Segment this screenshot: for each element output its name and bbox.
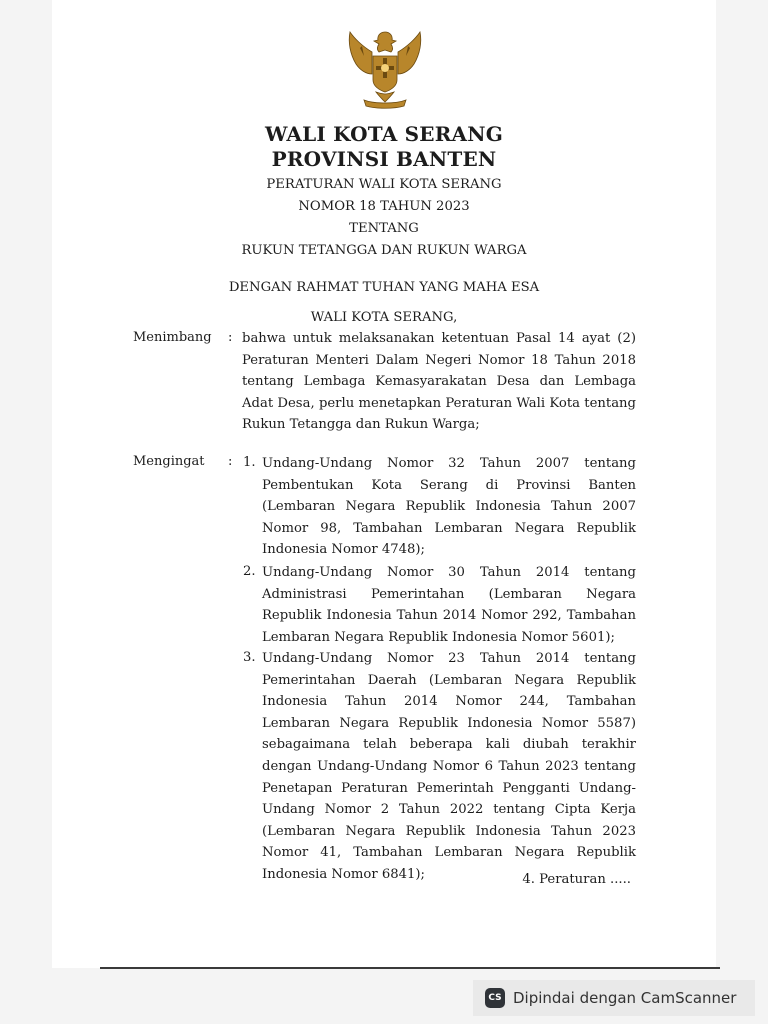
mengingat-item-2-number: 2.: [243, 564, 256, 579]
preamble-line-2: WALI KOTA SERANG,: [310, 310, 458, 325]
mengingat-item-2-text: Undang-Undang Nomor 30 Tahun 2014 tentang Administrasi Pemerintahan (Lembaran Negara Republik Indonesia Tahun 2014 Nomor 292, Tambahan Lembaran Negara Republik Indonesia Nomor 5601);: [262, 565, 636, 645]
mengingat-item-1-text: Undang-Undang Nomor 32 Tahun 2007 tentang Pembentukan Kota Serang di Provinsi Banten (Lembaran Negara Republik Indonesia Tahun 2007 Nomor 98, Tambahan Lembaran Negara Republik Indonesia Nomor 4748);: [262, 456, 636, 558]
regulation-subject: RUKUN TETANGGA DAN RUKUN WARGA: [241, 243, 527, 258]
regulation-about: TENTANG: [349, 221, 419, 236]
menimbang-colon: :: [228, 330, 233, 345]
page-bottom-edge: [100, 967, 720, 969]
menimbang-text: bahwa untuk melaksanakan ketentuan Pasal 14 ayat (2) Peraturan Menteri Dalam Negeri Nomor 18 Tahun 2018 tentang Lembaga Kemasyarakatan Desa dan Lembaga Adat Desa, perlu menetapkan Peraturan Wali Kota tentang Rukun Tetangga dan Rukun Warga;: [242, 331, 636, 433]
camscanner-watermark: [473, 980, 755, 1016]
regulation-number: NOMOR 18 TAHUN 2023: [298, 199, 470, 214]
camscanner-text: Dipindai dengan CamScanner: [513, 989, 737, 1007]
title-line-2: PROVINSI BANTEN: [271, 147, 497, 171]
continuation-note: 4. Peraturan .....: [522, 872, 631, 887]
mengingat-item-1-number: 1.: [243, 455, 256, 470]
mengingat-item-3-text: Undang-Undang Nomor 23 Tahun 2014 tentang Pemerintahan Daerah (Lembaran Negara Republik Indonesia Tahun 2014 Nomor 244, Tambahan Lembaran Negara Republik Indonesia Nomor 5587) sebagaimana telah beberapa kali diubah terakhir dengan Undang-Undang Nomor 6 Tahun 2023 tentang Penetapan Peraturan Pemerintah Pengganti Undang-Undang Nomor 2 Tahun 2022 tentang Cipta Kerja (Lembaran Negara Republik Indonesia Tahun 2023 Nomor 41, Tambahan Lembaran Negara Republik Indonesia Nomor 6841);: [262, 651, 636, 882]
preamble-line-1: DENGAN RAHMAT TUHAN YANG MAHA ESA: [228, 280, 540, 295]
mengingat-label: Mengingat: [133, 454, 205, 469]
camscanner-logo-icon: CS: [485, 988, 505, 1008]
regulation-title: PERATURAN WALI KOTA SERANG: [266, 177, 502, 192]
garuda-emblem-icon: [340, 28, 430, 112]
mengingat-colon: :: [228, 454, 233, 469]
menimbang-label: Menimbang: [133, 330, 212, 345]
title-line-1: WALI KOTA SERANG: [264, 122, 503, 146]
mengingat-item-3-number: 3.: [243, 650, 256, 665]
